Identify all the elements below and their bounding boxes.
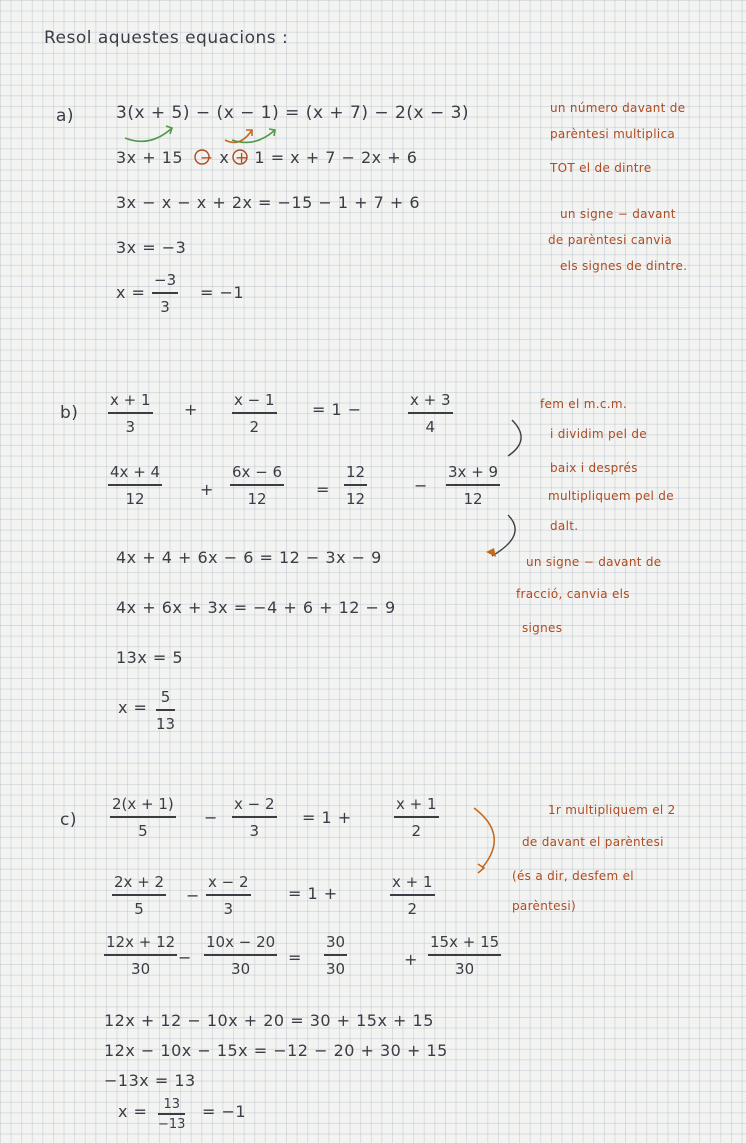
equation-c-line4: 12x + 12 − 10x + 20 = 30 + 15x + 15 [104,1011,434,1030]
operator: + [184,400,198,419]
denominator: 2 [411,821,422,840]
note-b-5: dalt. [550,519,579,533]
equation-a-line3: 3x − x − x + 2x = −15 − 1 + 7 + 6 [116,193,421,212]
fraction [344,465,367,507]
page-title: Resol aquestes equacions : [44,28,289,48]
term: 3x + 15 [116,148,184,167]
fraction [158,1098,185,1131]
note-a-5: de parèntesi canvia [548,233,672,247]
operator: = 1 − [312,400,362,419]
fraction [152,273,178,315]
numerator: x + 1 [110,391,151,409]
denominator: 30 [131,959,151,978]
denominator: 12 [125,489,145,508]
equation-a-line5-lhs: x = [116,283,146,302]
numerator: 30 [326,933,346,951]
note-b-4: multipliquem pel de [548,489,674,503]
numerator: 15x + 15 [430,933,500,951]
denominator: 12 [346,489,366,508]
orange-arrow-icon [225,130,252,142]
denominator: 2 [407,899,418,918]
operator: + [200,480,214,499]
note-c-3: (és a dir, desfem el [512,869,634,883]
numerator: x − 2 [208,873,249,891]
denominator: 5 [138,821,148,840]
operator: = 1 + [302,808,352,827]
denominator: 30 [326,959,346,978]
fraction [204,935,277,977]
denominator: −13 [158,1116,186,1132]
equation-b-line6-lhs: x = [118,698,148,717]
part-c-label: c) [60,810,77,830]
note-bracket-icon [492,515,515,556]
fraction [324,935,347,977]
note-a-4: un signe − davant [560,207,676,221]
fraction [112,875,166,917]
circled-operator: − [199,148,214,167]
operator: − [414,476,428,495]
denominator: 12 [463,489,483,508]
equation-a-line2 [116,150,417,166]
numerator: 12x + 12 [106,933,176,951]
green-arrow-icon [232,130,275,142]
term: x [219,148,230,167]
numerator: 10x − 20 [206,933,276,951]
note-b-1: fem el m.c.m. [540,397,627,411]
equation-b-line4: 4x + 6x + 3x = −4 + 6 + 12 − 9 [116,598,396,617]
note-b-7: fracció, canvia els [516,587,630,601]
equation-a-line1: 3(x + 5) − (x − 1) = (x + 7) − 2(x − 3) [116,103,470,123]
numerator: 4x + 4 [110,463,161,481]
denominator: 12 [247,489,267,508]
equation-c-line7-rhs: = −1 [202,1102,247,1121]
denominator: 13 [156,714,176,733]
denominator: 5 [134,899,144,918]
equation-c-line7-lhs: x = [118,1102,148,1121]
note-bracket-icon [474,808,494,868]
operator: + [404,950,418,969]
equation-a-line4: 3x = −3 [116,238,187,257]
denominator: 3 [249,821,260,840]
operator: = 1 + [288,884,338,903]
fraction [232,393,277,435]
fraction [110,797,176,839]
fraction [428,935,501,977]
denominator: 2 [249,417,260,436]
operator: − [204,808,218,827]
operator: = [288,948,302,967]
note-b-2: i dividim pel de [550,427,647,441]
note-a-1: un número davant de [550,101,686,115]
orange-arrow-icon [486,548,496,557]
numerator: 6x − 6 [232,463,283,481]
operator: − [178,948,192,967]
numerator: 2(x + 1) [112,795,174,813]
part-b-label: b) [60,403,79,423]
numerator: 5 [160,688,171,706]
note-a-3: TOT el de dintre [550,161,652,175]
equation-b-line3: 4x + 4 + 6x − 6 = 12 − 3x − 9 [116,548,382,567]
numerator: 2x + 2 [114,873,165,891]
numerator: x + 1 [396,795,437,813]
numerator: 12 [346,463,366,481]
operator: − [186,886,200,905]
circled-operator: + [234,148,249,167]
fraction [394,797,439,839]
denominator: 3 [223,899,234,918]
fraction [206,875,251,917]
orange-arrow-icon [478,864,484,873]
numerator: x + 3 [410,391,451,409]
equation-c-line6: −13x = 13 [104,1071,196,1090]
note-b-6: un signe − davant de [526,555,662,569]
term: 1 = x + 7 − 2x + 6 [254,148,418,167]
fraction [108,465,162,507]
denominator: 3 [125,417,136,436]
fraction [446,465,500,507]
note-b-3: baix i després [550,461,638,475]
numerator: −3 [154,271,177,289]
fraction [408,393,453,435]
denominator: 4 [425,417,436,436]
denominator: 30 [455,959,475,978]
equation-c-line5: 12x − 10x − 15x = −12 − 20 + 30 + 15 [104,1041,448,1060]
note-a-2: parèntesi multiplica [550,127,676,141]
fraction [108,393,153,435]
note-c-1: 1r multipliquem el 2 [548,803,676,817]
numerator: 13 [163,1097,180,1112]
note-b-8: signes [522,621,563,635]
fraction [104,935,177,977]
numerator: 3x + 9 [448,463,499,481]
numerator: x − 1 [234,391,275,409]
equation-b-line5: 13x = 5 [116,648,184,667]
equation-a-line5-rhs: = −1 [200,283,245,302]
note-bracket-icon [508,420,521,456]
fraction [230,465,284,507]
numerator: x − 2 [234,795,275,813]
note-a-6: els signes de dintre. [560,259,688,273]
part-a-label: a) [56,106,75,126]
numerator: x + 1 [392,873,433,891]
operator: = [316,480,330,499]
note-c-4: parèntesi) [512,899,576,913]
green-arrow-icon [125,128,172,141]
fraction [390,875,435,917]
denominator: 30 [231,959,251,978]
fraction [156,690,175,732]
note-c-2: de davant el parèntesi [522,835,664,849]
denominator: 3 [160,297,170,316]
fraction [232,797,277,839]
